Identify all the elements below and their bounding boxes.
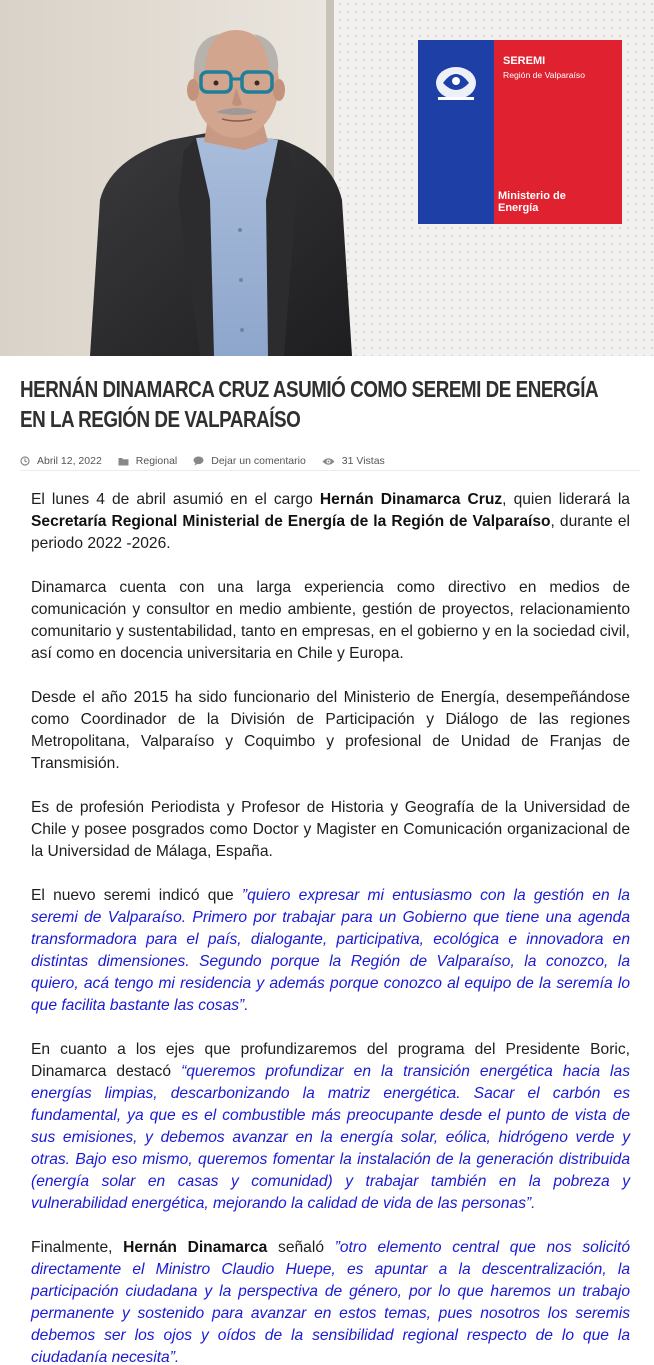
paragraph-5	[31, 885, 630, 1017]
p6-quote: “queremos profundizar en la transición energética hacia las energías limpias, descarbonizando la matriz energética. Sacar el carbón es fundamental, ya que es el combustible más preocupante desde el punto de vista de sus emisiones, y debemos avanzar en la energía solar, eólica, hidrógeno verde y otras. Bajo eso mismo, queremos fomentar la instalación de la generación distribuida (energía solar en casas y comunidad) y trabajar también en la pobreza y vulnerabilidad energética, mejorando la calidad de vida de las personas”.	[31, 1063, 630, 1212]
p7-name: Hernán Dinamarca	[123, 1239, 268, 1256]
article-meta	[20, 451, 640, 471]
meta-comments-link[interactable]: Dejar un comentario	[211, 455, 306, 467]
sign-line-1: SEREMI	[503, 55, 546, 67]
folder-icon	[118, 457, 129, 466]
clock-icon	[20, 456, 30, 466]
p1-text-a: El lunes 4 de abril asumió en el cargo	[31, 491, 320, 508]
meta-date	[20, 455, 102, 467]
p1-name: Hernán Dinamarca Cruz	[319, 491, 503, 508]
sign-line-4: Energía	[498, 202, 539, 214]
meta-views-text: 31 Vistas	[341, 455, 385, 467]
meta-comments[interactable]	[193, 455, 306, 467]
eye-icon	[322, 457, 335, 466]
p7-quote: ”otro elemento central que nos solicitó directamente el Ministro Claudio Huepe, es apuntar a la descentralización, la participación ciudadana y la perspectiva de género, por lo que haremos un trabajo permanente y sostenido para avanzar en estos temas, pues nosotros los seremis debemos ser los ojos y oídos de la sensibilidad regional respecto de lo que la ciudadanía necesita”.	[31, 1239, 630, 1365]
paragraph-3: Desde el año 2015 ha sido funcionario del Ministerio de Energía, desempeñándose como Coordinador de la División de Participación y Diálogo de las regiones Metropolitana, Valparaíso y Coquimbo y profesional de Unidad de Franjas de Transmisión.	[31, 689, 630, 772]
paragraph-1	[31, 489, 630, 555]
sign-line-3: Ministerio de	[498, 190, 566, 202]
p1-text-e: , durante el periodo 2022 -2026.	[31, 513, 630, 552]
comment-icon	[193, 456, 204, 466]
p7-text-c: señaló	[267, 1239, 335, 1256]
paragraph-6	[31, 1039, 630, 1215]
p1-office: Secretaría Regional Ministerial de Energía de la Región de Valparaíso	[31, 513, 551, 530]
paragraph-2: Dinamarca cuenta con una larga experiencia como directivo en medios de comunicación y consultor en medio ambiente, gestión de proyectos, relacionamiento comunitario y sustentabilidad, tanto en empresas, en el gobierno y en la sociedad civil, así como en docencia universitaria en Chile y Europa.	[31, 579, 630, 662]
hero-photo	[0, 0, 654, 356]
seremi-sign	[418, 40, 622, 224]
article-body	[31, 489, 630, 1365]
meta-category-link[interactable]: Regional	[135, 455, 178, 467]
paragraph-4: Es de profesión Periodista y Profesor de Historia y Geografía de la Universidad de Chile y posee posgrados como Doctor y Magister en Comunicación organizacional de la Universidad de Málaga, España.	[31, 799, 630, 860]
p5-text: El nuevo seremi indicó que	[31, 887, 242, 904]
article-title: HERNÁN DINAMARCA CRUZ ASUMIÓ COMO SEREMI DE ENERGÍA EN LA REGIÓN DE VALPARAÍSO	[20, 376, 598, 432]
sign-line-2: Región de Valparaíso	[503, 70, 586, 80]
meta-date-text: Abril 12, 2022	[37, 455, 102, 467]
p6-text: En cuanto a los ejes que profundizaremos del programa del Presidente Boric, Dinamarca destacó	[31, 1041, 630, 1080]
paragraph-7	[31, 1237, 630, 1365]
p1-text-c: , quien liderará la	[502, 491, 630, 508]
p5-quote: ”quiero expresar mi entusiasmo con la gestión en la seremi de Valparaíso. Primero por trabajar para un Gobierno que tiene una agenda transformadora para el país, dialogante, participativa, ecológica e innovadora en distintas dimensiones. Segundo porque la Región de Valparaíso, la conozco, la quiero, acá tengo mi residencia y además porque conozco al equipo de la seremía lo que facilita bastante las cosas”.	[31, 887, 630, 1014]
meta-views	[322, 455, 385, 467]
meta-divider	[20, 470, 640, 471]
meta-category[interactable]	[118, 455, 177, 467]
p7-text-a: Finalmente,	[31, 1239, 124, 1256]
